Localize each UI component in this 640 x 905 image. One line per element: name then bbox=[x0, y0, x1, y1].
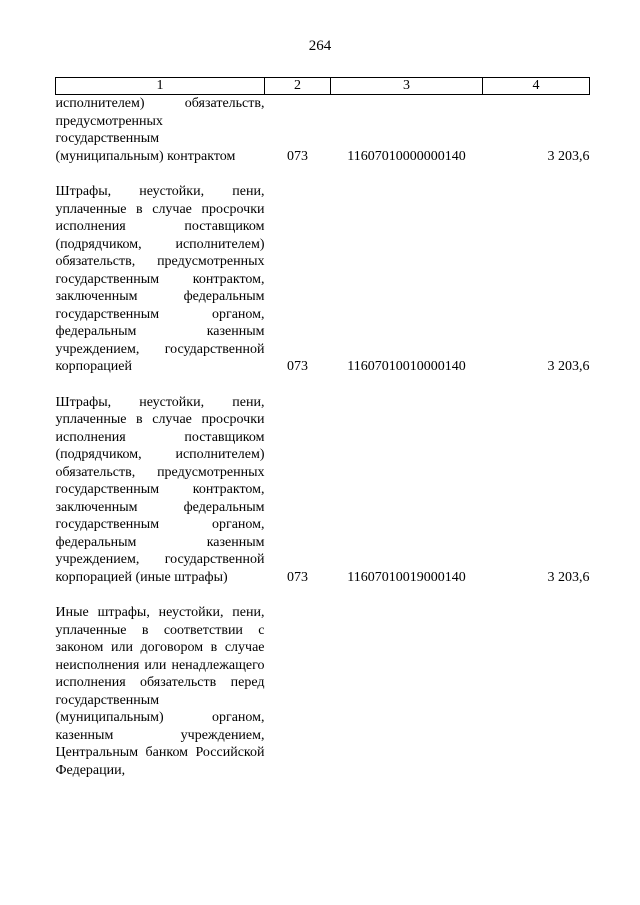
table-header-row bbox=[56, 78, 590, 95]
table-row bbox=[56, 95, 590, 166]
table-row bbox=[56, 183, 590, 376]
row-description: Иные штрафы, неустойки, пени, уплаченные в соответствии с законом или договором в случае неисполнения или ненадлежащего исполнения обязательств перед государственным (муниципальным) органом, казенным учреждением, Центральным банком Российской Федерации, bbox=[55, 605, 265, 778]
budget-revenue-table bbox=[55, 77, 590, 779]
row-admin-code: 073 bbox=[287, 148, 308, 164]
row-description: Штрафы, неустойки, пени, уплаченные в случае просрочки исполнения поставщиком (подрядчиком, исполнителем) обязательств, предусмотренных государственным контрактом, заключенным федеральным государственным органом, федеральным казенным учреждением, государственной корпорацией bbox=[55, 184, 265, 374]
table-row bbox=[56, 394, 590, 587]
row-description: исполнителем) обязательств, предусмотренных государственным (муниципальным) контрактом bbox=[55, 96, 265, 164]
header-col-3: 3 bbox=[331, 78, 483, 95]
table-row bbox=[56, 604, 590, 779]
page-number: 264 bbox=[308, 38, 332, 54]
row-amount: 3 203,6 bbox=[547, 148, 590, 164]
row-amount: 3 203,6 bbox=[547, 569, 590, 585]
row-amount bbox=[483, 604, 590, 779]
row-revenue-code: 11607010010000140 bbox=[347, 359, 466, 374]
row-admin-code: 073 bbox=[287, 359, 308, 374]
row-spacer bbox=[56, 165, 590, 183]
row-revenue-code bbox=[331, 604, 483, 779]
row-spacer bbox=[56, 586, 590, 604]
row-spacer bbox=[56, 376, 590, 394]
row-description: Штрафы, неустойки, пени, уплаченные в случае просрочки исполнения поставщиком (подрядчиком, исполнителем) обязательств, предусмотренных государственным контрактом, заключенным федеральным государственным органом, федеральным казенным учреждением, государственной корпорацией (иные штрафы) bbox=[55, 394, 265, 585]
row-revenue-code: 11607010019000140 bbox=[347, 569, 466, 585]
row-amount: 3 203,6 bbox=[547, 359, 590, 374]
row-admin-code bbox=[265, 604, 331, 779]
row-revenue-code: 11607010000000140 bbox=[347, 148, 466, 164]
header-col-2: 2 bbox=[265, 78, 331, 95]
row-admin-code: 073 bbox=[287, 569, 308, 585]
header-col-1: 1 bbox=[56, 78, 265, 95]
header-col-4: 4 bbox=[483, 78, 590, 95]
